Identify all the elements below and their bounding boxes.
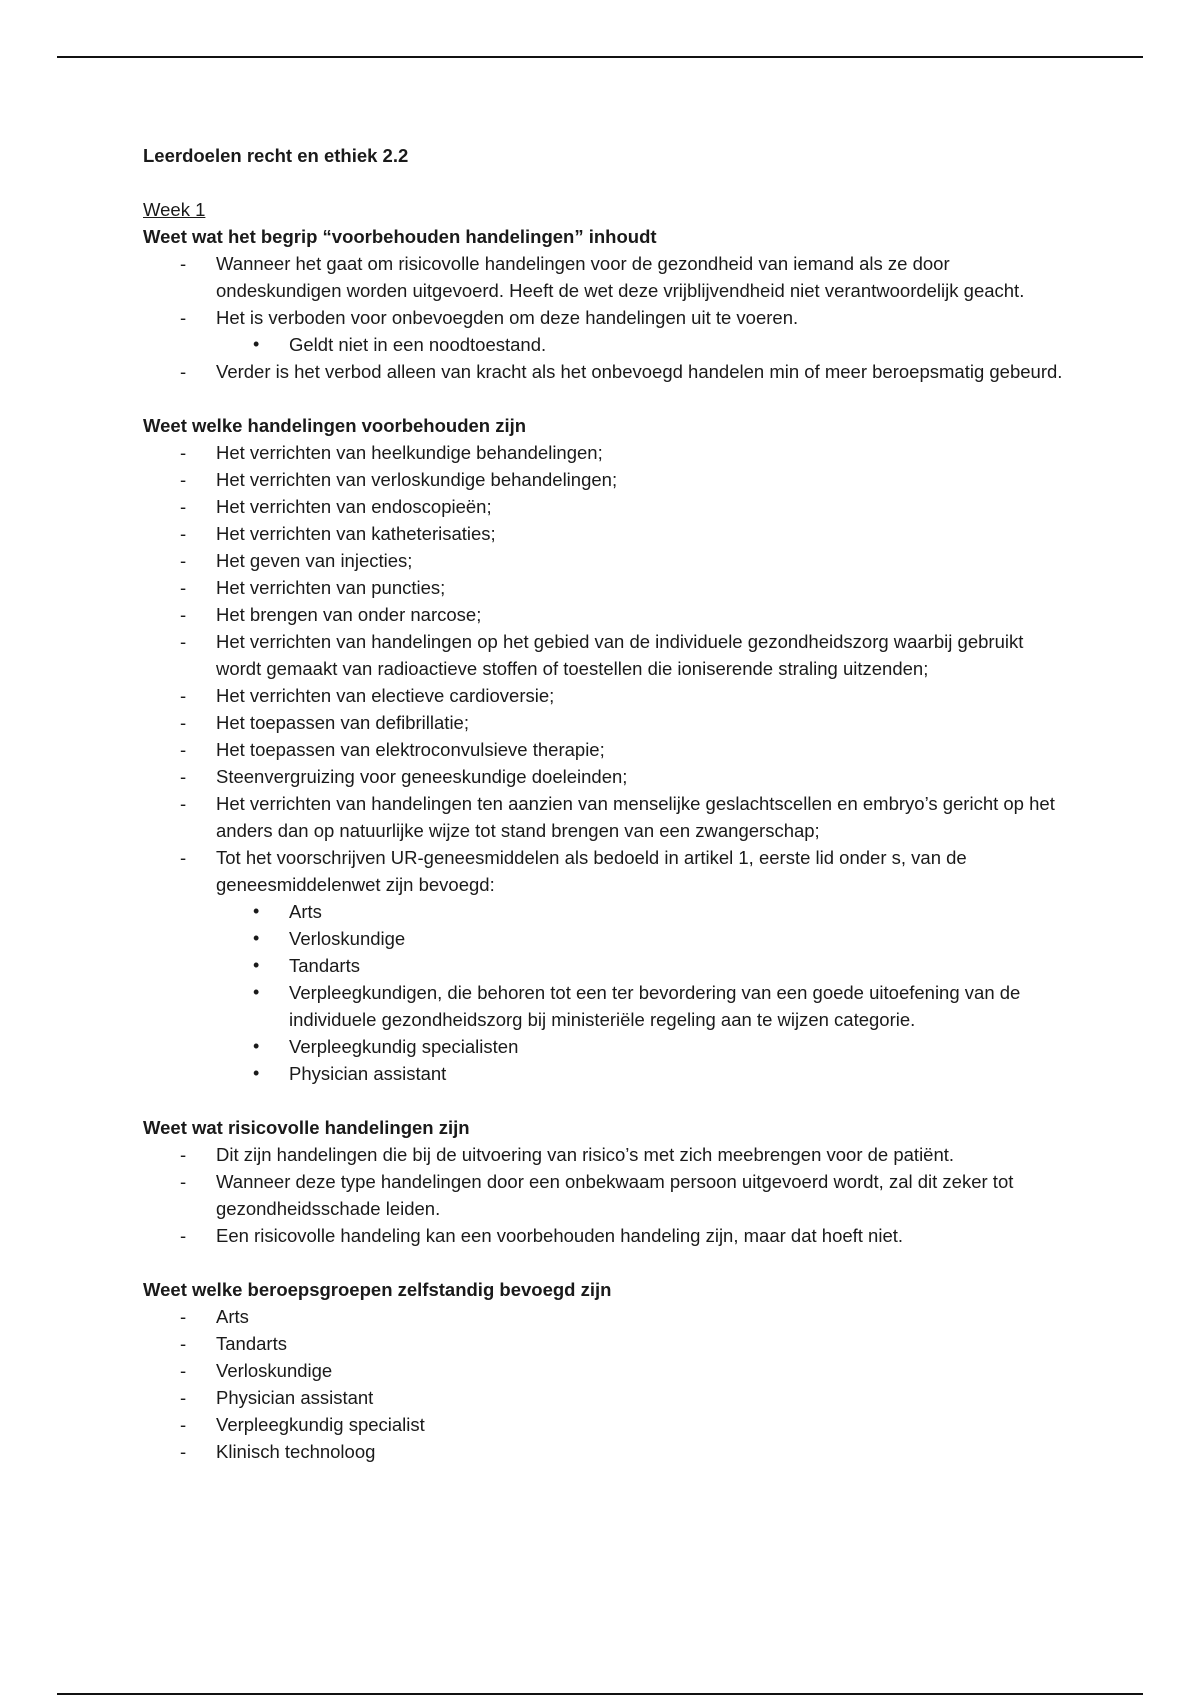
section-voorbehouden-begrip bbox=[143, 223, 1073, 385]
section-heading: Weet welke handelingen voorbehouden zijn bbox=[143, 415, 527, 436]
list-item bbox=[143, 844, 1073, 1087]
list-item: - Het verrichten van electieve cardioversie; bbox=[143, 682, 1073, 709]
sub-list-item: • Tandarts bbox=[216, 952, 1073, 979]
dash-list bbox=[143, 439, 1073, 1087]
section-beroepsgroepen bbox=[143, 1276, 1073, 1465]
list-item: - Wanneer het gaat om risicovolle handelingen voor de gezondheid van iemand als ze door ondeskundigen worden uitgevoerd. Heeft de wet deze vrijblijvendheid niet verantwoordelijk geacht. bbox=[143, 250, 1073, 304]
list-item: - Het verrichten van handelingen op het gebied van de individuele gezondheidszorg waarbij gebruikt wordt gemaakt van radioactieve stoffen of toestellen die ioniserende straling uitzenden; bbox=[143, 628, 1073, 682]
list-item: - Tandarts bbox=[143, 1330, 1073, 1357]
list-item: - Klinisch technoloog bbox=[143, 1438, 1073, 1465]
list-item: - Verloskundige bbox=[143, 1357, 1073, 1384]
section-heading: Weet wat het begrip “voorbehouden handelingen” inhoudt bbox=[143, 226, 657, 247]
list-item: - Het verrichten van verloskundige behandelingen; bbox=[143, 466, 1073, 493]
list-item bbox=[143, 304, 1073, 358]
list-item: - Het verrichten van endoscopieën; bbox=[143, 493, 1073, 520]
sub-list-item: • Physician assistant bbox=[216, 1060, 1073, 1087]
document-title: Leerdoelen recht en ethiek 2.2 bbox=[143, 145, 409, 166]
list-item: - Dit zijn handelingen die bij de uitvoering van risico’s met zich meebrengen voor de patiënt. bbox=[143, 1141, 1073, 1168]
list-item: - Een risicovolle handeling kan een voorbehouden handeling zijn, maar dat hoeft niet. bbox=[143, 1222, 1073, 1249]
list-item: - Wanneer deze type handelingen door een onbekwaam persoon uitgevoerd wordt, zal dit zeker tot gezondheidsschade leiden. bbox=[143, 1168, 1073, 1222]
list-item-text: Tot het voorschrijven UR-geneesmiddelen als bedoeld in artikel 1, eerste lid onder s, van de geneesmiddelenwet zijn bevoegd: bbox=[216, 847, 967, 895]
sub-list-item: • Verloskundige bbox=[216, 925, 1073, 952]
list-item-text: Het is verboden voor onbevoegden om deze handelingen uit te voeren. bbox=[216, 307, 799, 328]
list-item: - Het verrichten van katheterisaties; bbox=[143, 520, 1073, 547]
dash-list bbox=[143, 1303, 1073, 1465]
section-voorbehouden-handelingen bbox=[143, 412, 1073, 1087]
section-risicovolle-handelingen bbox=[143, 1114, 1073, 1249]
section-heading: Weet wat risicovolle handelingen zijn bbox=[143, 1117, 470, 1138]
list-item: - Het verrichten van heelkundige behandelingen; bbox=[143, 439, 1073, 466]
section-heading: Weet welke beroepsgroepen zelfstandig bevoegd zijn bbox=[143, 1279, 612, 1300]
bullet-list bbox=[216, 331, 1073, 358]
dash-list bbox=[143, 250, 1073, 385]
document-body bbox=[143, 142, 1073, 1492]
bottom-rule bbox=[57, 1693, 1143, 1695]
list-item: - Verpleegkundig specialist bbox=[143, 1411, 1073, 1438]
bullet-list bbox=[216, 898, 1073, 1087]
sub-list-item: • Arts bbox=[216, 898, 1073, 925]
sub-list-item: • Geldt niet in een noodtoestand. bbox=[216, 331, 1073, 358]
list-item: - Het verrichten van handelingen ten aanzien van menselijke geslachtscellen en embryo’s gericht op het anders dan op natuurlijke wijze tot stand brengen van een zwangerschap; bbox=[143, 790, 1073, 844]
top-rule bbox=[57, 56, 1143, 58]
list-item: - Steenvergruizing voor geneeskundige doeleinden; bbox=[143, 763, 1073, 790]
dash-list bbox=[143, 1141, 1073, 1249]
list-item: - Het geven van injecties; bbox=[143, 547, 1073, 574]
list-item: - Het toepassen van defibrillatie; bbox=[143, 709, 1073, 736]
list-item: - Arts bbox=[143, 1303, 1073, 1330]
list-item: - Het verrichten van puncties; bbox=[143, 574, 1073, 601]
sub-list-item: • Verpleegkundig specialisten bbox=[216, 1033, 1073, 1060]
list-item: - Het toepassen van elektroconvulsieve therapie; bbox=[143, 736, 1073, 763]
week-label: Week 1 bbox=[143, 199, 206, 220]
list-item: - Het brengen van onder narcose; bbox=[143, 601, 1073, 628]
list-item: - Physician assistant bbox=[143, 1384, 1073, 1411]
sub-list-item: • Verpleegkundigen, die behoren tot een ter bevordering van een goede uitoefening van de individuele gezondheidszorg bij ministeriële regeling aan te wijzen categorie. bbox=[216, 979, 1073, 1033]
list-item: - Verder is het verbod alleen van kracht als het onbevoegd handelen min of meer beroepsmatig gebeurd. bbox=[143, 358, 1073, 385]
